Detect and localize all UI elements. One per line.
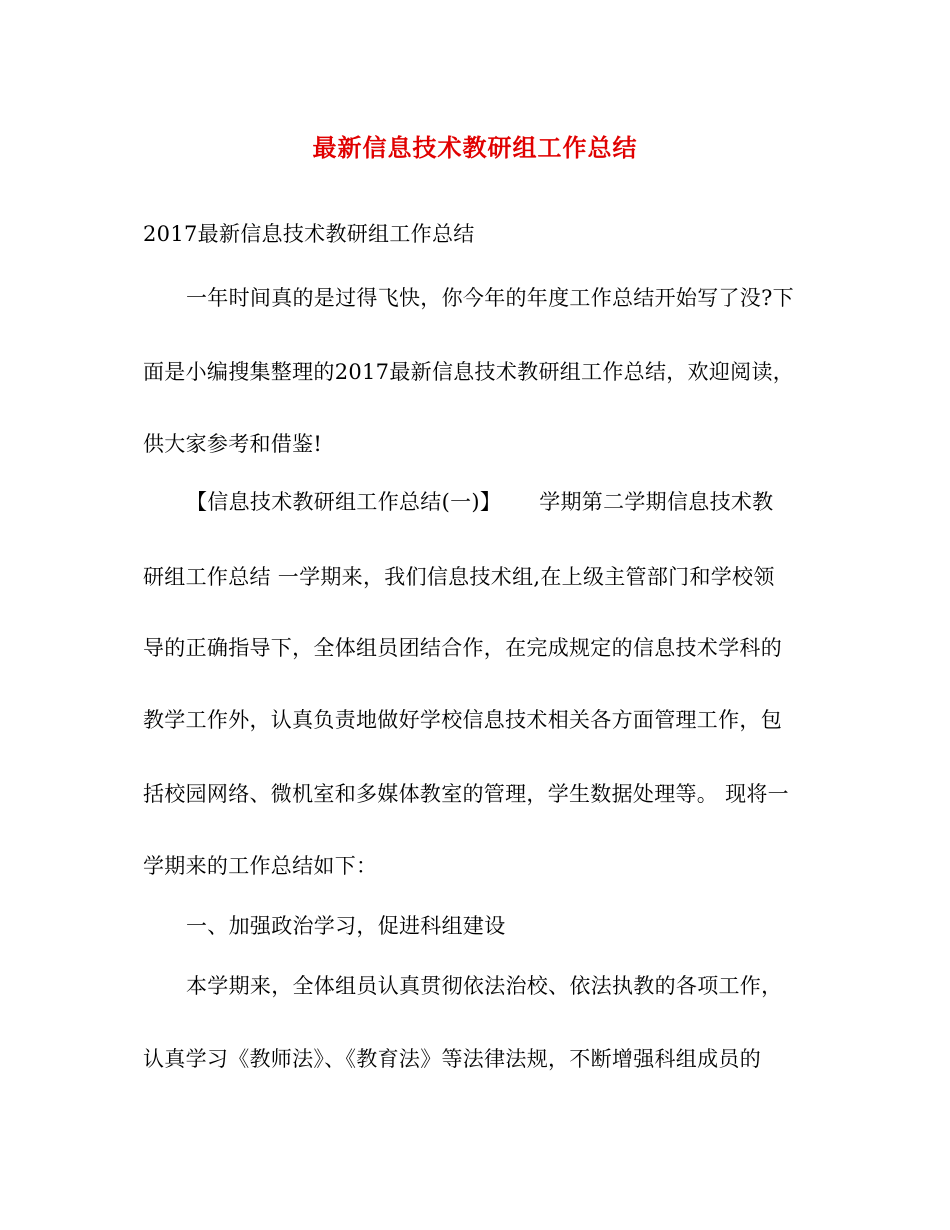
- section-heading: 【信息技术教研组工作总结(一)】: [186, 490, 502, 514]
- paragraph-line: 面是小编搜集整理的2017最新信息技术教研组工作总结，欢迎阅读，: [143, 360, 795, 384]
- paragraph-line: 本学期来，全体组员认真贯彻依法治校、依法执教的各项工作，: [186, 974, 783, 998]
- paragraph-text: 学期第二学期信息技术教: [539, 490, 774, 514]
- paragraph-line: [186, 488, 866, 516]
- subtitle-line: 2017最新信息技术教研组工作总结: [143, 222, 475, 246]
- paragraph-line: 导的正确指导下，全体组员团结合作，在完成规定的信息技术学科的: [143, 636, 782, 660]
- paragraph-line: 一年时间真的是过得飞快，你今年的年度工作总结开始写了没?下: [186, 286, 794, 310]
- paragraph-line: 学期来的工作总结如下：: [143, 854, 378, 878]
- paragraph-line: 研组工作总结 一学期来，我们信息技术组,在上级主管部门和学校领: [143, 565, 775, 589]
- paragraph-line: 括校园网络、微机室和多媒体教室的管理，学生数据处理等。 现将一: [143, 782, 789, 806]
- paragraph-line: 供大家参考和借鉴!: [143, 432, 323, 456]
- document-title: 最新信息技术教研组工作总结: [312, 134, 638, 162]
- paragraph-line: 教学工作外，认真负责地做好学校信息技术相关各方面管理工作，包: [143, 708, 782, 732]
- paragraph-line: 认真学习《教师法》、《教育法》等法律法规，不断增强科组成员的: [143, 1047, 761, 1071]
- section-heading-line: 一、加强政治学习，促进科组建设: [186, 914, 506, 938]
